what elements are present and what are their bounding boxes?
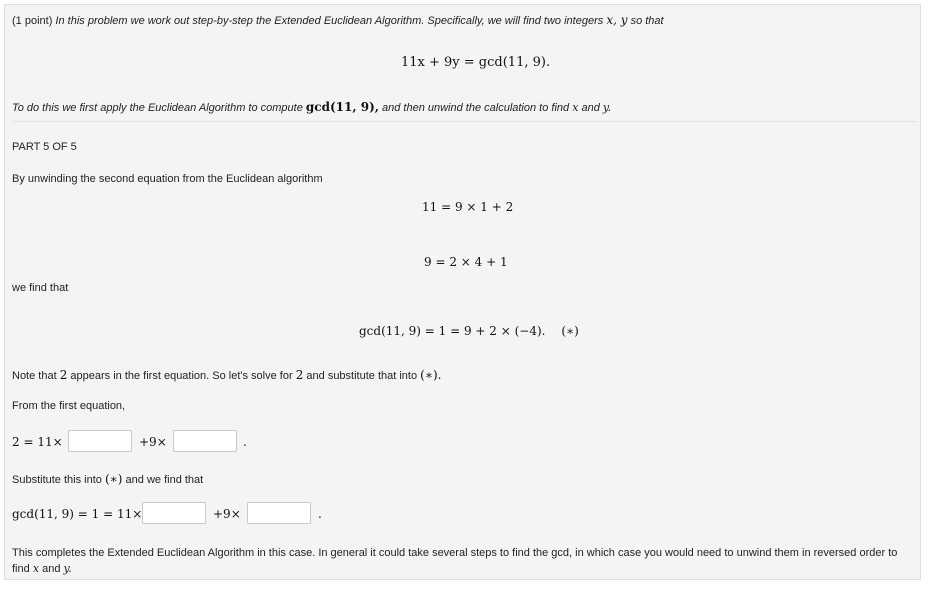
euclid-eq-1: 11 = 9 × 1 + 2 xyxy=(422,200,514,214)
intro-so-that: so that xyxy=(630,15,664,27)
unwind-text: By unwinding the second equation from the Euclidean algorithm xyxy=(12,173,323,185)
row1-end: . xyxy=(243,435,247,449)
row2-end: . xyxy=(318,507,322,521)
todo-x: x xyxy=(572,101,579,114)
row2-coef-9-input[interactable] xyxy=(247,502,311,524)
note-num: 2 xyxy=(59,368,68,382)
todo-gcd: gcd(11, 9), xyxy=(305,100,379,114)
note-num2: 2 xyxy=(295,368,304,382)
problem-panel xyxy=(4,4,921,580)
completion-x: x xyxy=(32,562,40,575)
find-text: we find that xyxy=(12,282,69,294)
section-divider xyxy=(12,121,917,122)
intro-text: In this problem we work out step-by-step the Extended Euclidean Algorithm. Specifically, we will find two integers xyxy=(55,15,604,27)
row2-prefix: gcd(11, 9) = 1 = 11× xyxy=(12,507,143,521)
row2-coef-11-input[interactable] xyxy=(142,502,206,524)
row1-prefix: 2 = 11× xyxy=(12,435,63,449)
todo-and: and xyxy=(581,102,600,114)
note-mid: appears in the first equation. So let's solve for xyxy=(70,370,293,382)
gcd-eq-text: gcd(11, 9) = 1 = 9 + 2 × (−4). xyxy=(359,324,546,338)
part-heading: PART 5 OF 5 xyxy=(12,141,77,153)
substitute-line xyxy=(12,472,203,486)
euclid-eq-2: 9 = 2 × 4 + 1 xyxy=(424,255,508,269)
todo-mid: and then unwind the calculation to find xyxy=(382,102,570,114)
completion-y: y. xyxy=(63,562,72,575)
substitute-star: (∗) xyxy=(104,472,123,486)
todo-line xyxy=(12,100,611,114)
from-first-text: From the first equation, xyxy=(12,400,126,412)
row2-mid: +9× xyxy=(213,507,241,521)
intro-vars: x, y xyxy=(606,13,628,27)
note-prefix: Note that xyxy=(12,370,57,382)
note-line xyxy=(12,368,442,382)
completion-and: and xyxy=(42,563,61,575)
note-star: (∗). xyxy=(420,368,442,382)
row1-coef-9-input[interactable] xyxy=(173,430,237,452)
todo-y: y. xyxy=(602,101,612,114)
todo-prefix: To do this we first apply the Euclidean Algorithm to compute xyxy=(12,102,303,114)
points-label: (1 point) xyxy=(12,15,53,27)
gcd-equation xyxy=(359,324,579,338)
intro-line xyxy=(12,13,664,27)
row1-coef-11-input[interactable] xyxy=(68,430,132,452)
substitute-end: and we find that xyxy=(125,474,204,486)
note-end: and substitute that into xyxy=(306,370,418,382)
completion-body: This completes the Extended Euclidean Algorithm in this case. In general it could take several steps to find the gcd, in which case you would need to unwind them in reversed order to find xyxy=(12,547,898,575)
gcd-eq-star: (∗) xyxy=(561,324,579,338)
completion-text xyxy=(12,545,917,577)
substitute-prefix: Substitute this into xyxy=(12,474,102,486)
row1-mid: +9× xyxy=(139,435,167,449)
main-equation: 11x + 9y = gcd(11, 9). xyxy=(401,55,551,70)
